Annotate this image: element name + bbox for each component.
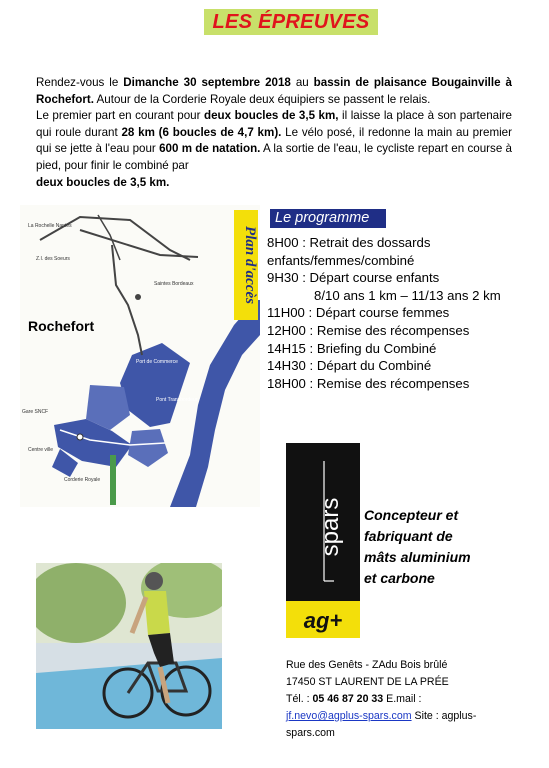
map-label: Z.I. des Soeurs: [36, 256, 70, 262]
map-graphic: [20, 205, 260, 507]
programme-list: [267, 234, 537, 392]
programme-item: 18H00 : Remise des récompenses: [267, 375, 470, 391]
programme-item: 8H00 : Retrait des dossards: [267, 235, 431, 250]
map-label: La Rochelle Nantes: [28, 223, 72, 229]
map-label: Corderie Royale: [64, 477, 101, 483]
sponsor-logo: [286, 443, 360, 638]
programme-item: 11H00 : Départ course femmes: [267, 305, 450, 321]
programme-item: 14H15 : Briefing du Combiné: [267, 340, 437, 356]
logo-brand-text: spars: [317, 497, 344, 557]
tagline-line: et carbone: [364, 570, 435, 586]
access-map: [20, 205, 260, 507]
website-line: spars.com: [286, 727, 335, 739]
tagline-line: Concepteur et: [364, 507, 459, 523]
intro-text: [36, 75, 512, 191]
programme-heading: Le programme: [270, 209, 386, 228]
programme-item: enfants/femmes/combiné: [267, 252, 415, 268]
sponsor-address: [286, 657, 526, 742]
map-label: Port de Commerce: [136, 359, 178, 365]
tagline-line: mâts aluminium: [364, 549, 471, 565]
ag-spars-logo: [286, 443, 360, 638]
intro-paragraph-2: Le premier part en courant pour deux boucles de 3,5 km, il laisse la place à son partenaire qui roule durant 28 km (6 boucles de 4,7 km). Le vélo posé, il redonne la main au premier qui se jette à l'eau pour 600 m de natation. A la sortie de l'eau, le cycliste repart en course à pied, pour finir le combiné par: [36, 109, 512, 172]
map-label: Saintes Bordeaux: [154, 281, 194, 287]
tagline-line: fabriquant de: [364, 528, 453, 544]
map-label: Centre ville: [28, 447, 54, 453]
plan-acces-label: Plan d'accès: [242, 226, 258, 304]
logo-badge-text: ag+: [303, 608, 343, 633]
intro-paragraph-3: deux boucles de 3,5 km.: [36, 175, 170, 189]
map-label: Gare SNCF: [22, 409, 49, 415]
sponsor-tagline: [364, 505, 524, 589]
programme-item: 12H00 : Remise des récompenses: [267, 322, 470, 338]
map-city-label: Rochefort: [28, 318, 95, 334]
map-label: Pont Transbordeur: [156, 397, 198, 403]
phone-number: 05 46 87 20 33: [312, 693, 384, 705]
cyclist-photo-graphic: [36, 563, 222, 729]
email-link[interactable]: jf.nevo@agplus-spars.com: [286, 710, 412, 722]
programme-item: 9H30 : Départ course enfants: [267, 270, 440, 286]
cyclist-photo: [36, 563, 222, 729]
programme-item: 14H30 : Départ du Combiné: [267, 358, 432, 374]
contact-line: jf.nevo@agplus-spars.com Site : agplus-: [286, 710, 477, 722]
page-title: LES ÉPREUVES: [212, 11, 370, 33]
intro-paragraph-1: Rendez-vous le Dimanche 30 septembre 2018 au bassin de plaisance Bougainville à Rochefort. Autour de la Corderie Royale deux équipiers se passent le relais.: [36, 76, 512, 106]
address-line: 17450 ST LAURENT DE LA PRÉE: [286, 676, 449, 688]
programme-item: 8/10 ans 1 km – 11/13 ans 2 km: [314, 287, 501, 303]
address-line: Rue des Genêts - ZAdu Bois brûlé: [286, 659, 448, 671]
contact-line: Tél. : 05 46 87 20 33 E.mail :: [286, 693, 422, 705]
